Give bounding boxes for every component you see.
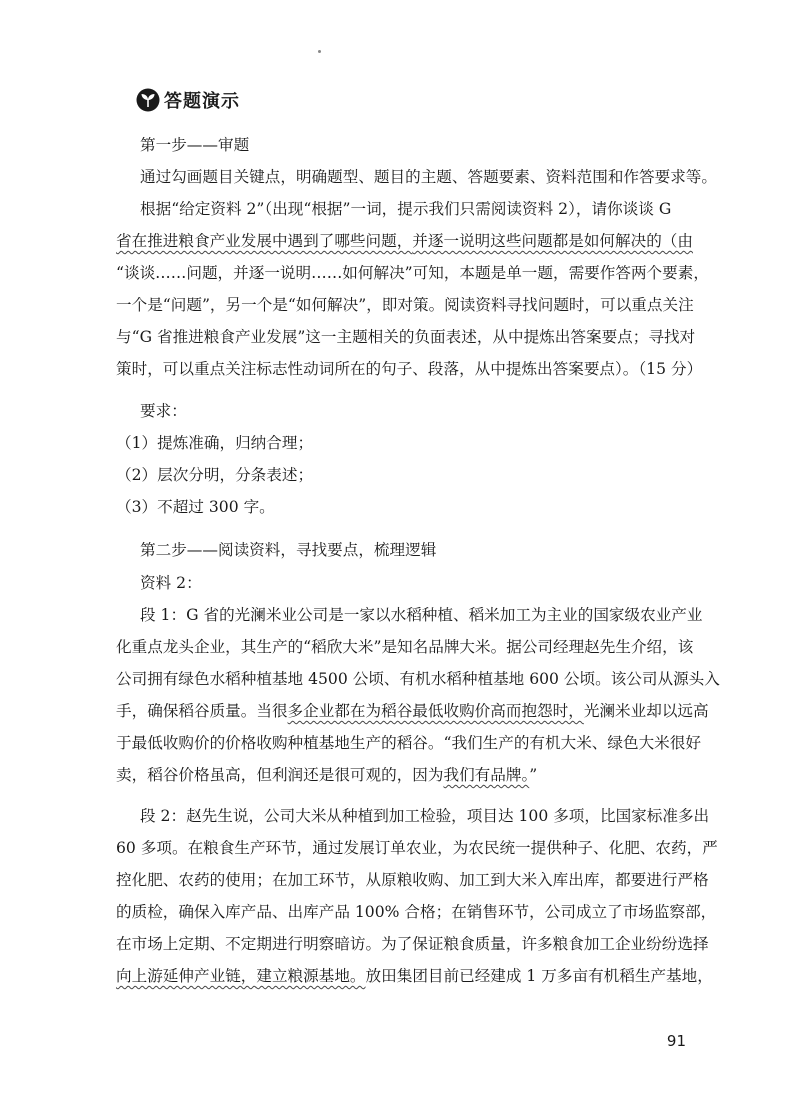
requirement-item: （1）提炼准确，归纳合理； [116, 434, 314, 452]
para1-line-1: 段 1：G 省的光澜米业公司是一家以水稻种植、稻米加工为主业的国家级农业产业 [140, 606, 703, 624]
para1-line-5: 于最低收购价的价格收购种植基地生产的稻谷。“我们生产的有机大米、绿色大米很好 [116, 734, 701, 752]
para1-line-6 [116, 765, 686, 785]
para2-line-2: 60 多项。在粮食生产环节，通过发展订单农业，为农民统一提供种子、化肥、农药，严 [116, 839, 718, 857]
underline-brand: 我们有品牌。 [443, 766, 530, 784]
requirements-label: 要求： [140, 402, 187, 420]
requirement-item: （2）层次分明，分条表述； [116, 466, 314, 484]
para2-line-5: 在市场上定期、不定期进行明察暗访。为了保证粮食质量，许多粮食加工企业纷纷选择 [116, 935, 709, 953]
question-line-6: 策时，可以重点关注标志性动词所在的句子、段落，从中提炼出答案要点）。（15 分） [116, 360, 703, 378]
step1-title: 第一步——审题 [140, 136, 250, 154]
para1-line-3: 公司拥有绿色水稻种植基地 4500 公顷、有机水稻种植基地 600 公顷。该公司从源头入 [116, 670, 720, 688]
page-number: 91 [666, 1032, 686, 1050]
underline-complaint: 多企业都在为稻谷最低收购价高而抱怨时， [287, 702, 584, 720]
para1-line-4 [116, 701, 709, 721]
para1-line-2: 化重点龙头企业，其生产的“稻欣大米”是知名品牌大米。据公司经理赵先生介绍，该 [116, 638, 694, 656]
scan-dot [318, 50, 321, 53]
question-line-2 [116, 231, 693, 251]
underline-problem: 省在推进粮食产业发展中遇到了哪些问题， [116, 232, 413, 250]
text-span: 光澜米业却以远高 [583, 702, 709, 720]
question-line-4: 一个是“问题”，另一个是“如何解决”，即对策。阅读资料寻找问题时，可以重点关注 [116, 296, 694, 314]
material-label: 资料 2： [140, 574, 202, 592]
sprout-icon [136, 88, 160, 112]
question-line-3: “谈谈……问题，并逐一说明……如何解决”可知，本题是单一题，需要作答两个要素， [116, 264, 709, 282]
underline-chain: 向上游延伸产业链， [116, 967, 257, 985]
question-line-5: 与“G 省推进粮食产业发展”这一主题相关的负面表述，从中提炼出答案要点；寻找对 [116, 328, 696, 346]
question-line-1: 根据“给定资料 2”（出现“根据”一词，提示我们只需阅读资料 2），请你谈谈 G [140, 200, 672, 218]
text-span: 放田集团目前已经建成 1 万多亩有机稻生产基地， [365, 967, 713, 985]
step1-intro: 通过勾画题目关键点，明确题型、题目的主题、答题要素、资料范围和作答要求等。 [140, 168, 717, 186]
requirement-item: （3）不超过 300 字。 [116, 498, 275, 516]
para2-line-3: 控化肥、农药的使用；在加工环节，从原粮收购、加工到大米入库出库，都要进行严格 [116, 871, 709, 889]
section-heading [136, 86, 240, 114]
step2-title: 第二步——阅读资料，寻找要点，梳理逻辑 [140, 541, 437, 559]
para2-line-1: 段 2：赵先生说，公司大米从种植到加工检验，项目达 100 多项，比国家标准多出 [140, 807, 710, 825]
text-span: 手，确保稻谷质量。当很 [116, 702, 288, 720]
underline-base: 建立粮源基地。 [256, 967, 366, 985]
underline-solution: 并逐一说明这些问题都是如何解决的（由 [412, 232, 693, 250]
section-title: 答题演示 [164, 91, 240, 112]
para2-line-6 [116, 966, 713, 986]
para2-line-4: 的质检，确保入库产品、出库产品 100% 合格；在销售环节，公司成立了市场监察部， [116, 903, 717, 921]
text-span: 卖，稻谷价格虽高，但利润还是很可观的，因为 [116, 766, 444, 784]
text-span: ” [529, 766, 538, 784]
